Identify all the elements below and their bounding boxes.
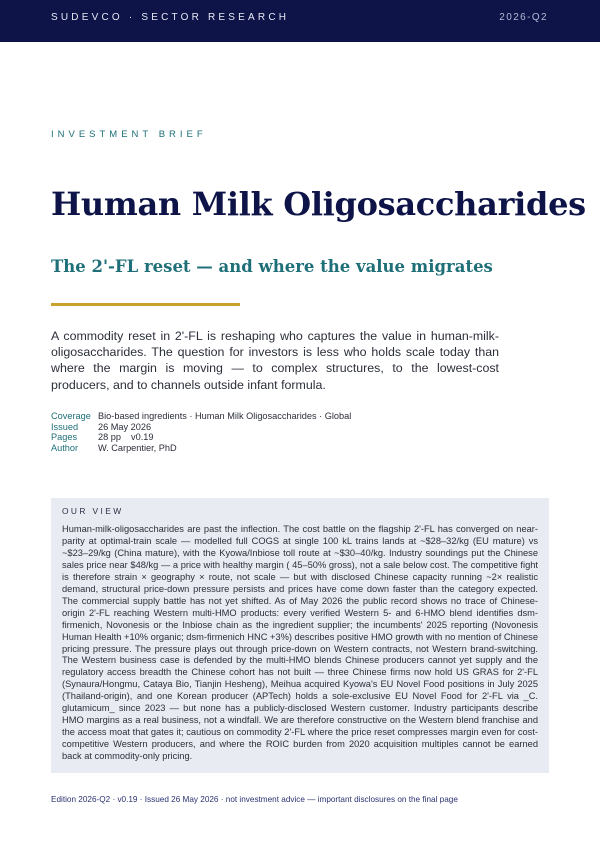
meta-row-coverage [51, 411, 351, 422]
meta-key: Author [51, 442, 79, 453]
brand-label: SUDEVCO · SECTOR RESEARCH [51, 12, 290, 23]
meta-value-author: W. Carpentier, PhD [98, 442, 177, 453]
lede-paragraph: A commodity reset in 2'-FL is reshaping who captures the value in human-milk-oligosaccharides. The question for investors is less who holds scale today than where the margin is moving — to complex structures, to the lowest-cost producers, and to channels outside infant formula. [51, 329, 499, 392]
pages-count: 28 pp [98, 432, 121, 443]
meta-value-coverage: Bio-based ingredients · Human Milk Oligosaccharides · Global [98, 411, 352, 421]
meta-key: Issued [51, 421, 79, 432]
version-label: v0.19 [131, 432, 154, 443]
meta-row-issued [51, 422, 351, 433]
page-title: Human Milk Oligosaccharides [51, 185, 586, 223]
accent-rule [51, 303, 240, 306]
page-subtitle: The 2'-FL reset — and where the value migrates [51, 257, 493, 276]
meta-key: Coverage [51, 411, 91, 421]
meta-key: Pages [51, 432, 78, 443]
meta-block [51, 411, 351, 453]
our-view-panel [51, 498, 549, 773]
kicker: INVESTMENT BRIEF [51, 129, 207, 140]
our-view-label: OUR VIEW [62, 506, 124, 516]
edition-label: 2026-Q2 [499, 12, 548, 23]
our-view-body: Human-milk-oligosaccharides are past the inflection. The cost battle on the flagship 2'-FL has converged on near-parity at optimal-train scale — modelled full COGS at single 100 kL trains lands at ~$28–32/kg (EU mature) vs ~$23–29/kg (China mature), with the Kyowa/Inbiose toll route at ~$30–40/kg. Industry soundings put the Chinese sales price near $48/kg — a price with healthy margin ( 45–50% gross), not a sale below cost. The competitive fight is therefore strain × geography × route, not scale — but with disclosed Chinese capacity running ~2× realistic demand, structural price-down pressure persists and prices have come down faster than the category expected. The commercial supply battle has not yet shifted. As of May 2026 the public record shows no trace of Chinese-origin 2'-FL reaching Western multi-HMO products: every verified Western 5- and 6-HMO blend identifies dsm-firmenich, Novonesis or the Inbiose chain as the ingredient supplier; the incumbents' 2025 reporting (Novonesis Human Health +10% organic; dsm-firmenich HNC +3%) describes positive HMO growth with no mention of Chinese pricing pressure. The pressure plays out through price-down on Western contracts, not Western brand-switching. The Western business case is defended by the multi-HMO blends Chinese producers cannot yet supply and the regulatory access breadth the Chinese cohort has not built — three Chinese firms now hold US GRAS for 2'-FL (Synaura/Hongmu, Cataya Bio, Tianjin Hesheng), Meihua acquired Kyowa's EU Novel Food positions in July 2025 (Thailand-origin), and one Korean producer (APTech) holds a sole-exclusive EU Novel Food for 2'-FL via _C. glutamicum_ since 2023 — but none has a publicly-disclosed Western customer. Industry participants describe HMO margins as a real business, not a windfall. We are therefore constructive on the Western blend franchise and the access moat that gates it; cautious on commodity 2'-FL where the price reset compresses margin even for cost-competitive Western producers, and where the ROIC burden from 2020 acquisition multiples cannot be earned back at commodity-only pricing. [62, 524, 538, 762]
top-bar [0, 0, 600, 42]
footer-note: Edition 2026-Q2 · v0.19 · Issued 26 May 2026 · not investment advice — important disclosures on the final page [51, 795, 458, 804]
meta-row-author [51, 443, 351, 454]
meta-value-pages [98, 432, 153, 443]
meta-row-pages [51, 432, 351, 443]
meta-value-issued: 26 May 2026 [98, 421, 152, 432]
